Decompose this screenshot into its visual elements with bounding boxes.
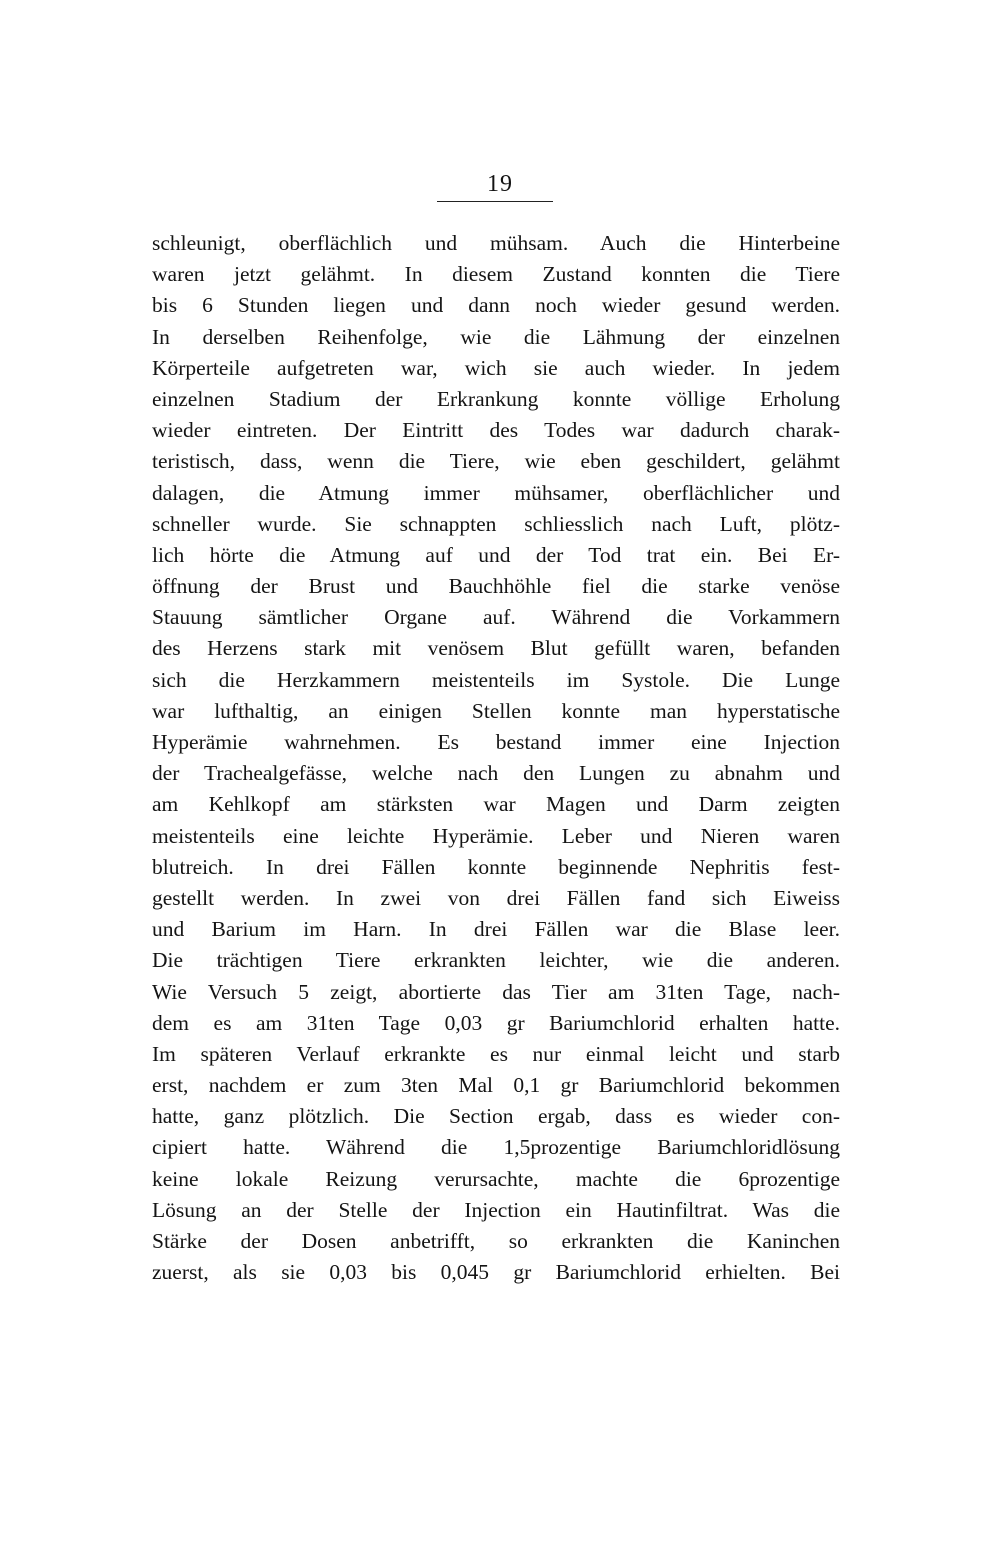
text-line: sich die Herzkammern meistenteils im Systole. Die Lunge [152, 667, 840, 692]
text-line: wieder eintreten. Der Eintritt des Todes war dadurch charak- [152, 418, 840, 443]
text-line: und Barium im Harn. In drei Fällen war die Blase leer. [152, 917, 840, 942]
text-line: einzelnen Stadium der Erkrankung konnte völlige Erholung [152, 386, 840, 411]
text-line: bis 6 Stunden liegen und dann noch wieder gesund werden. [152, 293, 840, 318]
text-line: blutreich. In drei Fällen konnte beginnende Nephritis fest- [152, 854, 840, 879]
text-line: gestellt werden. In zwei von drei Fällen fand sich Eiweiss [152, 885, 840, 910]
text-line: zuerst, als sie 0,03 bis 0,045 gr Bariumchlorid erhielten. Bei [152, 1260, 840, 1285]
text-line: Die trächtigen Tiere erkrankten leichter, wie die anderen. [152, 948, 840, 973]
text-line: meistenteils eine leichte Hyperämie. Leber und Nieren waren [152, 823, 840, 848]
text-line: keine lokale Reizung verursachte, machte die 6prozentige [152, 1166, 840, 1191]
text-line: Im späteren Verlauf erkrankte es nur einmal leicht und starb [152, 1041, 840, 1066]
text-line: Körperteile aufgetreten war, wich sie auch wieder. In jedem [152, 355, 840, 380]
text-line: schneller wurde. Sie schnappten schliesslich nach Luft, plötz- [152, 511, 840, 536]
text-line: Stärke der Dosen anbetrifft, so erkrankten die Kaninchen [152, 1229, 840, 1253]
body-text [152, 228, 840, 1288]
page-number-rule [437, 201, 553, 202]
text-line: teristisch, dass, wenn die Tiere, wie eben geschildert, gelähmt [152, 449, 840, 474]
text-line: In derselben Reihenfolge, wie die Lähmung der einzelnen [152, 324, 840, 349]
text-line: lich hörte die Atmung auf und der Tod trat ein. Bei Er- [152, 542, 840, 567]
page-number-container [0, 170, 1000, 198]
text-line: erst, nachdem er zum 3ten Mal 0,1 gr Bariumchlorid bekommen [152, 1073, 840, 1098]
text-line: waren jetzt gelähmt. In diesem Zustand konnten die Tiere [152, 262, 840, 287]
text-line: cipiert hatte. Während die 1,5prozentige Bariumchloridlösung [152, 1135, 840, 1160]
text-line: am Kehlkopf am stärksten war Magen und Darm zeigten [152, 792, 840, 817]
text-line: dalagen, die Atmung immer mühsamer, oberflächlicher und [152, 480, 840, 505]
text-line: Hyperämie wahrnehmen. Es bestand immer eine Injection [152, 730, 840, 754]
text-line: war lufthaltig, an einigen Stellen konnte man hyperstatische [152, 698, 840, 723]
text-line: des Herzens stark mit venösem Blut gefüllt waren, befanden [152, 636, 840, 661]
text-line: der Trachealgefässe, welche nach den Lungen zu abnahm und [152, 761, 840, 786]
text-line: öffnung der Brust und Bauchhöhle fiel die starke venöse [152, 574, 840, 599]
text-line: Wie Versuch 5 zeigt, abortierte das Tier am 31ten Tage, nach- [152, 979, 840, 1004]
text-line: hatte, ganz plötzlich. Die Section ergab, dass es wieder con- [152, 1104, 840, 1129]
text-line: dem es am 31ten Tage 0,03 gr Bariumchlorid erhalten hatte. [152, 1010, 840, 1035]
text-line: Stauung sämtlicher Organe auf. Während die Vorkammern [152, 605, 840, 630]
text-line: Lösung an der Stelle der Injection ein Hautinfiltrat. Was die [152, 1197, 840, 1222]
page-number: 19 [487, 171, 513, 197]
text-line: schleunigt, oberflächlich und mühsam. Auch die Hinterbeine [152, 231, 840, 255]
